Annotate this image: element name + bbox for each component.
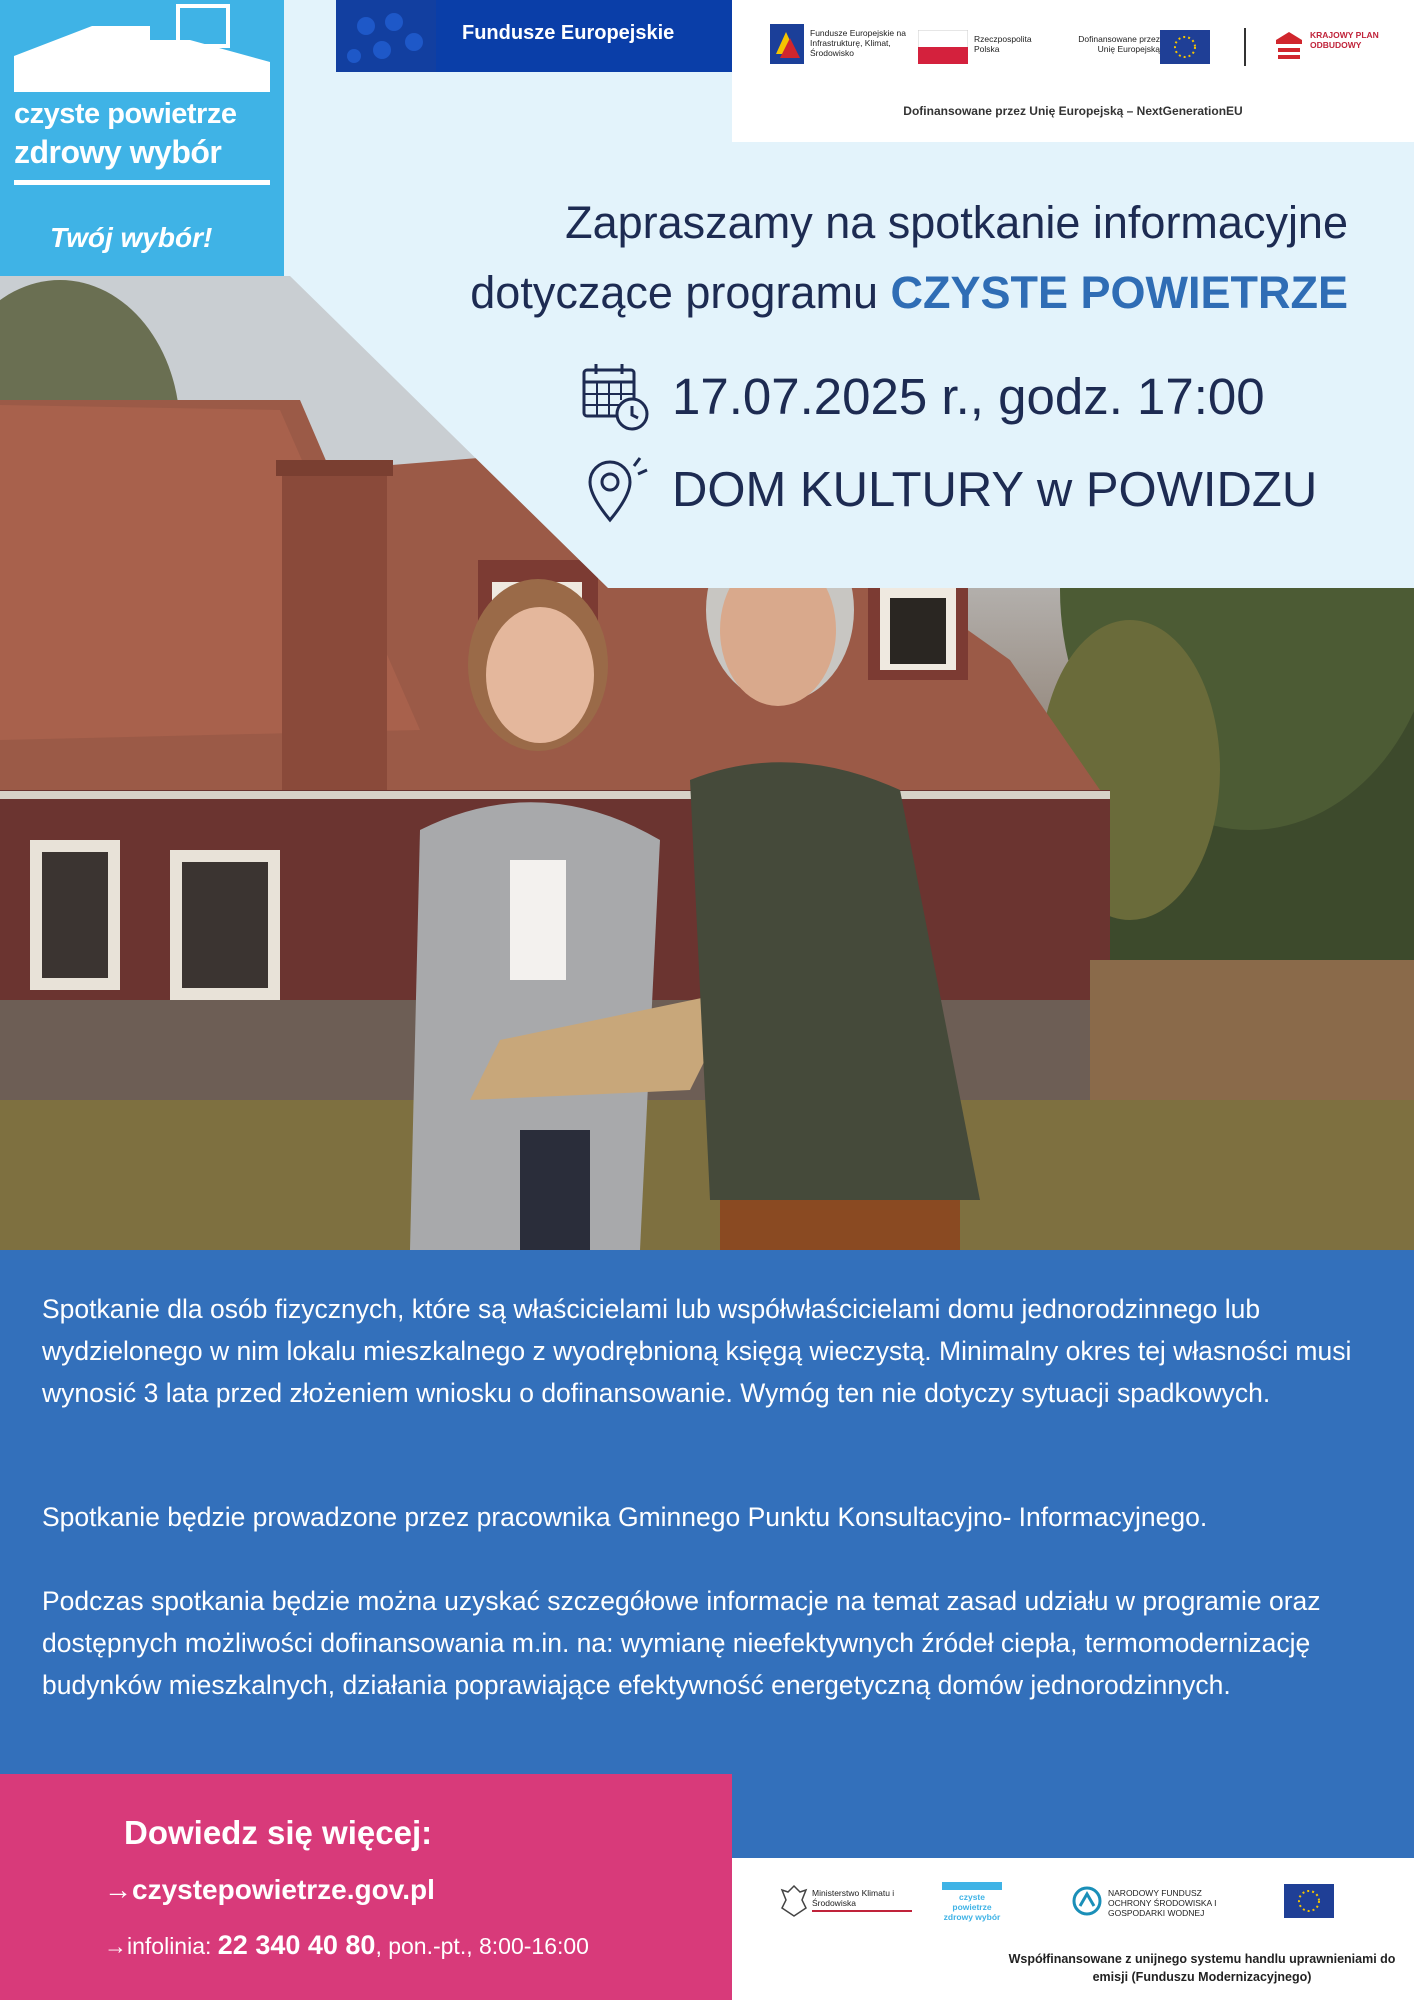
- event-date-row: [580, 360, 1265, 432]
- sponsor-ue-text: Dofinansowane przez Unię Europejską: [1078, 34, 1160, 54]
- eu-flag-icon: [1160, 30, 1210, 64]
- sponsor-bottom-caption: Współfinansowane z unijnego systemu handlu uprawnieniami do emisji (Funduszu Modernizacyjnego): [1008, 1952, 1396, 1984]
- body-paragraph-eligibility: Spotkanie dla osób fizycznych, które są właścicielami lub współwłaścicielami domu jednorodzinnego lub wydzielonego w nim lokalu mieszkalnego z wyodrębnioną księgą wieczystą. Minimalny okres tej własności musi wynosić 3 lata przed złożeniem wniosku o dofinansowanie. Wymóg ten nie dotyczy sytuacji spadkowych.: [42, 1294, 1352, 1408]
- sponsor-divider: [1244, 28, 1246, 66]
- eu-flag-icon: [1284, 1884, 1334, 1918]
- house-check-icon: [0, 0, 284, 100]
- hotline-hours: , pon.-pt., 8:00-16:00: [375, 1933, 589, 1959]
- nfos-logo-icon: [1072, 1886, 1102, 1916]
- sponsor-kpo-text: KRAJOWY PLAN ODBUDOWY: [1310, 30, 1379, 50]
- website-link[interactable]: [104, 1874, 435, 1906]
- sponsor-strip-bottom: [732, 1858, 1414, 2000]
- eu-funds-label: Fundusze Europejskie: [462, 22, 675, 44]
- fe-logo-icon: [770, 24, 804, 64]
- event-place-text: DOM KULTURY w POWIDZU: [672, 463, 1318, 517]
- event-date-text: 17.07.2025 r., godz. 17:00: [672, 367, 1265, 425]
- learn-more-section: [0, 1774, 732, 2000]
- cp-small-logo: czyste powietrze zdrowy wybór: [942, 1882, 1002, 1916]
- logo-divider: [14, 180, 270, 185]
- logo-text-line1: czyste powietrze: [14, 98, 237, 130]
- arrow-right-icon: →: [104, 1933, 127, 1959]
- eu-stars-icon: [336, 0, 436, 72]
- body-paragraph-details: Podczas spotkania będzie można uzyskać szczegółowe informacje na temat zasad udziału w programie oraz dostępnych możliwości dofinansowania m.in. na: wymianę nieefektywnych źródeł ciepła, termomodernizację budynków mieszkalnych, działania poprawiające efektywność energetyczną domów jednorodzinnych.: [42, 1586, 1321, 1700]
- hotline-info: [104, 1930, 589, 1961]
- hotline-number[interactable]: 22 340 40 80: [217, 1930, 376, 1960]
- sponsor-rp-text: Rzeczpospolita Polska: [974, 34, 1032, 54]
- sponsor-fe-text: Fundusze Europejskie na Infrastrukturę, Klimat, Środowisko: [810, 28, 906, 58]
- sponsor-strip-top: [732, 0, 1414, 142]
- body-section: [0, 1250, 1414, 1858]
- poland-flag-icon: [918, 30, 968, 64]
- program-logo: [0, 0, 284, 276]
- calendar-clock-icon: [580, 360, 652, 432]
- sponsor-top-caption: Dofinansowane przez Unię Europejską – NextGenerationEU: [903, 104, 1243, 118]
- headline-line1: Zapraszamy na spotkanie informacyjne: [565, 197, 1348, 248]
- kpo-logo-icon: [1274, 30, 1304, 64]
- body-paragraph-host: Spotkanie będzie prowadzone przez pracownika Gminnego Punktu Konsultacyjno- Informacyjnego.: [42, 1502, 1208, 1532]
- eu-funds-bar: [336, 0, 732, 72]
- nfos-text: NARODOWY FUNDUSZ OCHRONY ŚRODOWISKA I GOSPODARKI WODNEJ: [1108, 1888, 1217, 1918]
- headline: [470, 188, 1348, 328]
- learn-more-title: Dowiedz się więcej:: [124, 1814, 433, 1851]
- hotline-label: infolinia:: [127, 1933, 218, 1959]
- headline-program-name: CZYSTE POWIETRZE: [890, 267, 1348, 318]
- headline-line2: [470, 258, 1348, 328]
- headline-prefix: dotyczące programu: [470, 267, 891, 318]
- logo-text-line2: zdrowy wybór: [14, 134, 222, 170]
- website-link-text: czystepowietrze.gov.pl: [132, 1874, 435, 1905]
- polish-eagle-icon: [780, 1884, 808, 1918]
- location-pin-icon: [580, 454, 652, 526]
- event-place-row: [580, 454, 1317, 526]
- ministry-text: Ministerstwo Klimatu i Środowiska: [812, 1888, 912, 1912]
- logo-slogan: Twój wybór!: [50, 222, 213, 253]
- arrow-right-icon: →: [104, 1874, 132, 1905]
